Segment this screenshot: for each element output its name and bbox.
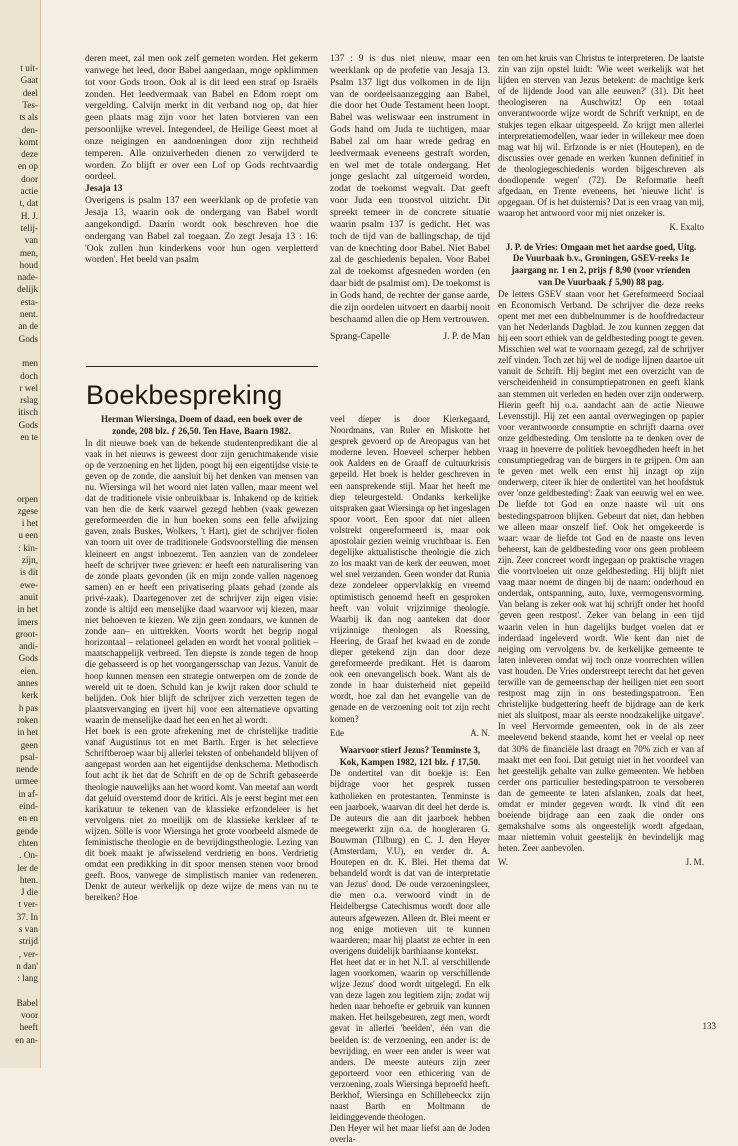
gutter-fragment: H. J. — [20, 210, 38, 221]
left-page-gutter — [0, 0, 41, 1068]
gutter-fragment: men, — [19, 247, 38, 258]
gutter-fragment: u een — [18, 530, 38, 541]
psalm-text-continued: deren meet, zal men ook zelf gemeten worden. Het gekerm vanwege het leed, door Babel aangedaan, moge opklimmen tot voor Gods troon. Ook al is dit leed een straf op Israëls zonden. Het leedvermaak van Babel en Edom roept om vergelding. Calvijn merkt in dit verband nog op, dat hier geen plaats mag zijn voor het laten botvieren van een persoonlijke wrevel. Integendeel, de Heilige Geest moet al onze neigingen en aandoeningen door zijn rechtheid temperen. Alle onzuiverheden dienen zo verwijderd te worden. Zo blijft er over een Lof op Gods rechtvaardig oordeel. — [85, 53, 318, 183]
gutter-fragment: en an- — [15, 1034, 38, 1045]
gutter-fragment: actie — [20, 186, 38, 196]
gutter-fragment: men — [22, 358, 38, 369]
gutter-fragment: annes — [17, 678, 38, 688]
gutter-fragment: t, dat — [19, 198, 38, 209]
review-tenminste-conclusion: ten om het kruis van Christus te interpreteren. De laatste zin van zijn opstel luidt: 'Wie weet werkelijk wat het lijden en sterven van Jezus betekent: de machtige kerk of de lijdende Jood van alle eeuwen?' (31). Dit heet theologiseren na Auschwitz! Op een totaal onverantwoorde wijze wordt de Schrift verknipt, en de stukjes tegen elkaar uitgespeeld. Zo krijgt men allerlei interpretatiemodellen, waar ieder in willekeur mee doen mag wat hij wil. Erfzonde is er niet (Houtepen), en de discussies over genade en werken 'kunnen definitief in de theologiegeschiedenis worden bijgeschreven als doodlopende wegen' (72). De Reformatie heeft afgedaan, en Trente eveneens, het 'nieuwe licht' is opgegaan. Of is het duisternis? Dat is een vraag van mij, waarop het antwoord voor mij niet onzeker is. — [498, 53, 704, 219]
signature-jm — [498, 857, 704, 868]
signature-author-jm: J. M. — [685, 857, 704, 868]
gutter-fragment: Gods — [18, 333, 38, 344]
gutter-fragment: Gods — [18, 653, 38, 664]
gutter-fragment: kerk — [21, 690, 38, 701]
gutter-fragment: t ver- — [18, 899, 38, 910]
gutter-fragment: heeft — [19, 1022, 38, 1033]
gutter-fragment: door — [21, 173, 38, 184]
gutter-fragment: Gods — [18, 419, 38, 430]
signature-exalto: K. Exalto — [669, 222, 704, 233]
gutter-fragment: 37. In — [16, 911, 38, 922]
gutter-fragment: komt — [19, 136, 38, 147]
psalm-conclusion-text: 137 : 9 is dus niet nieuw, maar een weerklank op de profetie van Jesaja 13. Psalm 137 ligt dus volkomen in de lijn van de oordeelsaanzegging aan Babel, die door het Oude Testament heen loopt. Babel was weliswaar een instrument in Gods hand om Juda te tuchtigen, maar Babel zal om haar wrede gedrag en leedvermaak eveneens gestraft worden, en wel met de totale ondergang. Het jonge geslacht zal uitgeroeid worden, zodat de toekomst wegvalt. Dat geeft voor Juda een troostvol uitzicht. Dit spreekt temeer in de concrete situatie waarin psalm 137 is gedicht. Het was toch de tijd van de ballingschap, de tijd van de knechting door Babel. Niet Babel zal de geschiedenis bepalen. Voor Babel zal de toekomst afgesneden worden (en daar bidt de psalmist om). De toekomst is in Gods hand, de rechter der ganse aarde, die zijn oordelen uitvoert en daarbij nooit beschaamd allen die op Hem vertrouwen. — [330, 53, 490, 325]
gutter-fragment: ler de — [17, 862, 38, 873]
gutter-fragment: in het — [17, 604, 38, 615]
gutter-fragment: eind- — [19, 801, 38, 811]
page-number: 133 — [702, 1021, 716, 1031]
jesaja-text: Overigens is psalm 137 een weerklank op de profetie van Jesaja 13, waarin ook de ondergang van Babel wordt aangekondigd. Daarin wordt ook beschreven hoe die ondergang van Babel zal toegaan. Zo zegt Jesaja 13 : 16: 'Ook zullen hun kinderkens voor hun ogen verpletterd worden'. Het beeld van psalm — [85, 195, 318, 266]
section-title-rule — [86, 366, 318, 367]
gutter-fragment: den- — [21, 124, 38, 135]
gutter-fragment: gende — [16, 825, 38, 836]
gutter-fragment: esta- — [20, 296, 38, 307]
gutter-fragment: deze — [21, 149, 38, 160]
gutter-fragment: Gaat — [20, 75, 38, 86]
gutter-fragment: groot- — [15, 628, 38, 639]
gutter-fragment: an de — [18, 321, 38, 332]
gutter-fragment: hten. — [19, 874, 38, 885]
gutter-fragment: in af- — [18, 788, 38, 799]
review-wiersinga-continued: veel dieper is door Kierkegaard, Noordmans, van Ruler en Miskotte het gesprek gevoerd op de Areopagus van het moderne leven. Hoeveel scherper hebben ook Aalders en de Graaff de cultuurkrisis gepeild. Het boek is helder geschreven in een aansprekende stijl. Maar het heeft me diep teleurgesteld. Ondanks kerkelijke uitspraken gaat Wiersinga op het ingeslagen spoor voort. Een spoor dat niet alleen volstrekt ongereformeerd is, maar ook apostolair gezien weinig vruchtbaar is. Een degelijke aktualistische theologie die zich zo los maakt van de kerk der eeuwen, moet wel snel verzanden. Geen wonder dat Runia deze zondeleer oppervlakkig en vreemd optimistisch genoemd heeft en gesproken heeft van voluit vrijzinnige theologie. Waarbij ik dan nog aanteken dat door vrijzinnige theologen als Roessing, Heering, de Graaf het kwaad en de zonde dieper getekend zijn dan door deze gereformeerde predikant. Het is daarom ook een onevangelisch boek. Want als de zonde in haar duisterheid niet gepeild wordt, hoe zal dan het evangelie van de genade en de verzoening ooit tot zijn recht komen? — [330, 414, 490, 724]
gutter-fragment: is dit — [19, 567, 38, 578]
gutter-fragment: Babel — [16, 997, 38, 1008]
gutter-fragment: deel — [22, 87, 38, 98]
gutter-fragment: ewe- — [20, 579, 38, 590]
gutter-fragment: en op — [17, 161, 38, 172]
gutter-fragment: houd — [19, 259, 38, 270]
signature-place-ede: Ede — [330, 727, 345, 738]
gutter-fragment: telij- — [20, 222, 38, 233]
gutter-fragment: in het — [17, 727, 38, 738]
gutter-fragment: Tes- — [22, 99, 38, 110]
section-heading-jesaja: Jesaja 13 — [85, 183, 123, 195]
gutter-fragment: n dan' — [16, 960, 38, 971]
signature-an — [330, 728, 490, 739]
signature-author-an: A. N. — [470, 727, 490, 738]
gutter-fragment: orpen — [17, 493, 38, 504]
column-3 — [498, 53, 704, 869]
review-heading-de-vries: J. P. de Vries: Omgaan met het aardse goed, Uitg. De Vuurbaak b.v., Groningen, GSEV-reeks 1e jaargang nr. 1 en 2, prijs ƒ 8,90 (voor vrienden van De Vuurbaak ƒ 5,90) 88 pag. — [505, 241, 697, 287]
review-heading-tenminste: Waarvoor stierf Jezus? Tenminste 3, Kok, Kampen 1982, 121 blz. ƒ 17,50. — [339, 744, 481, 767]
signature-author: J. P. de Man — [443, 331, 490, 343]
gutter-fragment: zijn, — [21, 555, 38, 565]
column-1-review — [85, 414, 318, 904]
signature-place: Sprang-Capelle — [330, 331, 390, 343]
gutter-fragment: andi- — [19, 641, 38, 652]
gutter-fragment: nende — [16, 764, 38, 775]
gutter-fragment: chten — [18, 837, 38, 848]
gutter-fragment: t uit- — [20, 63, 38, 73]
gutter-fragment: geen — [20, 739, 38, 750]
review-tenminste-text: De ondertitel van dit boekje is: Een bijdrage voor het gesprek tussen katholieken en protestanten. Tenminste is een jaarboek, waarvan dit deel het derde is. De auteurs die aan dit jaarboek hebben meegewerkt zijn o.a. de hoogleraren G. Bouwman (Tilburg) en C. J. den Heyer (Amsterdam, V.U), en verder dr. A. Houtepen en dr. K. Blei. Het thema dat behandeld wordt is dat van de interpretatie van Jezus' dood. De oude verzoeningsleer, die men o.a. verwoord vindt in de Heidelbergse Catechismus wordt door alle auteurs afgewezen. Alleen dr. Blei meent er nog enige motieven uit te kunnen waarderen; maar hij plaatst ze echter in een overigens duidelijk barthiaanse kontekst. Het heet dat er in het N.T. al verschillende lagen voorkomen, waarin op verschillende wijze Jezus' dood wordt uitgelegd. En elk van deze lagen zou legitiem zijn; zodat wij heden naar behoefte er gebruik van kunnen maken. Het heilsgebeuren, zegt men, wordt gevat in allerlei 'beelden', één van die beelden is: de verzoening, een ander is: de bevrijding, en weer een ander is weer wat anders. De meeste auteurs zijn zeer geporteerd voor een ethicering van de verzoening, zoals Wiersinga beproefd heeft. Berkhof, Wiersinga en Schillebeeckx zijn naast Barth en Moltmann de leidinggevende theologen. Den Heyer wil het maar liefst aan de Joden overla- — [330, 768, 490, 1145]
column-2-review — [330, 414, 490, 1146]
gutter-fragment: i het — [21, 518, 38, 529]
gutter-fragment: voor — [21, 1010, 38, 1021]
gutter-fragment: h pas — [18, 702, 38, 713]
gutter-fragment: urmee — [15, 776, 38, 787]
gutter-fragment: van — [24, 235, 38, 246]
gutter-fragment: ts als — [19, 112, 38, 123]
gutter-fragment: . On- — [19, 850, 38, 861]
signature-de-man — [330, 331, 490, 343]
gutter-fragment: : lang — [17, 973, 38, 984]
review-de-vries-text: De letters GSEV staan voor het Gereformeerd Sociaal en Economisch Verband. De schrijver die deze reeks opent met met een dubbelnummer is de hoofdredacteur van het Nederlands Dagblad. Je zou kunnen zeggen dat hij een soort ethiek van de geldbesteding poogt te geven. Misschien wel wat te voornaam gezegd, zal de schrijver zelf vinden. Toch zet hij wel de nodige lijnen daartoe uit vanuit de Schrift. Hij begint met een overzicht van de verscheidenheid in consumptiepatronen en geeft klank aan stemmen uit verleden en heden over zijn onderwerp. Hierin geeft hij o.a. aandacht aan de actie Nieuwe Levensstijl. Hij zet een aantal overwegingen op papier voor verantwoorde consumptie en schrijft daarna over onze geldbesteding. Om tenslotte na te denken over de vraag in hoeverre de politiek bevoegdheden heeft in het consumptiegedrag van de burgers in te grijpen. Om aan te geven met welk een ernst hij inzagt op zijn onderwerp, citeer ik hier de ondertitel van het hoofdstuk over 'onze geldbesteding': Zaak van eeuwig wel en wee. De liefde tot God en onze naaste wil uit ons bestedingspatroon blijken. Gebeurt dat niet, dan hebben we alleen maar onszelf lief. Ook het omgekeerde is waar: waar de liefde tot God en de naaste ons leven beheerst, kan de geldbesteding voor ons geen probleem zijn. Zeer concreet wordt ingegaan op praktische vragen die voortvloeien uit onze geldbesteding. Hij blijft niet vaag maar noemt de dingen bij de naam: onderhoud en onderdak, ontspanning, auto, luxe, vermogensvorming. Van belang is zeker ook wat hij schrijft onder het hoofd 'geven geen restpost'. Zeker van belang in een tijd waarin velen in hun dagelijks budget voelen dat er inderdaad ingeleverd wordt. Wie kent dan niet de neiging om vervolgens bv. de kerkelijke gemeente te laten inleveren omdat wij toch onze voorrechten willen vast houden. De Vries onderstreept terecht dat het geven terwille van de gemeenschap der heiligen niet een soort restpost mag zijn in ons bestedingspatroon. 'Een christelijke budgettering heeft de bijdrage aan de kerk niet als sluitpost, maar als eerste noodzakelijke uitgave'. In veel Hervormde gemeenten, ook in de als zeer meelevend bekend staande, komt het er veelal op neer dat 30% de financiële last draagt en 70% zich er van af maakt met een fooi. Dat getuigt niet in het voordeel van het geestelijk gehalte van zulke gemeenten. We hebben cerder ons particulier bestedingspatroon te versoberen dan de gemeente te laten afslanken, zoals dat heet, omdat er minder gegeven wordt. Ik vind dit een boeiende bijdrage aan een zaak die onder ons gemakshalve soms als ongeestelijk wordt afgedaan, maar niettemin voluit geestelijk èn bevindelijk mag heten. Zeer aanbevolen. — [498, 288, 704, 854]
gutter-fragment: , ver- — [18, 948, 38, 959]
column-2-top — [330, 53, 490, 343]
gutter-fragment: rslag — [20, 395, 38, 406]
gutter-fragment: itisch — [18, 407, 38, 418]
gutter-fragment: en en — [18, 813, 38, 824]
gutter-fragment: nade- — [17, 272, 38, 283]
gutter-fragment: s van — [18, 924, 38, 934]
gutter-fragment: imers — [17, 616, 38, 627]
gutter-fragment: eien. — [20, 665, 38, 676]
gutter-fragment: : kin- — [18, 542, 38, 553]
gutter-fragment: roken — [17, 714, 38, 725]
gutter-fragment: zgese — [17, 505, 38, 516]
gutter-fragment: nent. — [19, 309, 38, 319]
gutter-fragment: strijd — [19, 936, 38, 947]
gutter-fragment: r wel — [19, 382, 38, 393]
section-title-boekbespreking: Boekbespreking — [86, 380, 283, 410]
signature-place-w: W. — [498, 857, 508, 868]
gutter-fragment: J die — [20, 887, 38, 898]
gutter-fragment: en te — [20, 432, 38, 442]
gutter-fragment: psal- — [20, 751, 38, 762]
column-1-top — [85, 53, 318, 266]
gutter-fragment: delijk — [17, 284, 38, 295]
review-wiersinga-text: In dit nieuwe boek van de bekende studentenpredikant die al vaak in het nieuws is geweest door zijn geruchtmakende visie op de verzoening en het lijden, poogt hij een eigentijdse visie te geven op de zonde, die aansluit bij het denken van mensen van nu. Wiersinga wil het woord niet laten vallen, maar meent wel dat de traditionele visie onbruikbaar is. Inhakend op de kritiek van hen die de kerk vaarwel gezegd hebben (vaak gewezen gereformeerden die in hun boeken soms een felle afwijzing gaven, zoals Buskes, Wolkers, 't Hart), giet de schrijver fiolen van toorn uit over de traditionele Godsvoorstelling die mensen kleineert en angst inboezemt. Ten aanzien van de zondeleer heeft de schrijver twee grieven: er heeft een naturalisering van de zonde plaats gevonden (ik en mijn zonde vallen nagenoeg samen) en er heeft een privatisering plaats gehad (zonde als privé-zaak). Daartegenover zet de schrijver zijn eigen visie: zonde is altijd een menselijke daad waarvoor wij kiezen, maar niet behoeven te kiezen. We zijn geen zondaars, we kunnen de zonde aan– en uittrekken. Voorts wordt het begrip nogal horizontaal – relationeel geladen en wordt het vooral politiek – maatschappelijk verbreed. Ten diepste is zonde tegen de hoop die gebasseerd is op het voorgangersschap van Jezus. Vanuit de hoop kunnen mensen een strategie ontwerpen om de zonde de wereld uit te doen. Schuld kan je kwijt raken door schuld te belijden. Ook hier blijft de schrijver zich verzetten tegen de plaatsvervanging en ijvert hij voor een alternatieve opvatting waarin de menselijke daad het een en het al wordt. Het boek is een grote afrekening met de christelijke traditie vanaf Augustinus tot en met Barth. Erger is het selectieve Schriftberoep waar bij allerlei teksten of onbehandeld blijven of aangepast worden aan het eigentijdse denkschema. Methodisch fout acht ik het dat de Schrift en de op de Schrift gebaseerde theologie nauwelijks aan het woord komt. Van meetaf aan wordt dat geluid overstemd door de kritici. Als je eerst begint met een karikatuur te tekenen van de klassieke erfzondeleer is het vervolgens niet zo moeilijk om de klassieke kerkleer af te wijzen. Sölle is voor Wiersinga het grote voorbeeld alsmede de feministische theologie en de bevrijdingstheologie. Lezing van dit boek maakt je afwisselend verdrietig en boos. Verdrietig omdat een predikking in dit spoor mensen stenen voor brood geeft. Boos, vanwege de simplistisch manier van redeneren. Denkt de auteur werkelijk op deze wijze de mens van nu te bereiken? Hoe — [85, 437, 318, 903]
gutter-fragment: anuit — [19, 591, 38, 602]
review-heading-wiersinga: Herman Wiersinga, Doem of daad, een boek over de zonde, 208 blz. ƒ 26,50. Ten Have, Baarn 1982. — [100, 414, 303, 436]
gutter-fragment: doch — [20, 370, 38, 381]
